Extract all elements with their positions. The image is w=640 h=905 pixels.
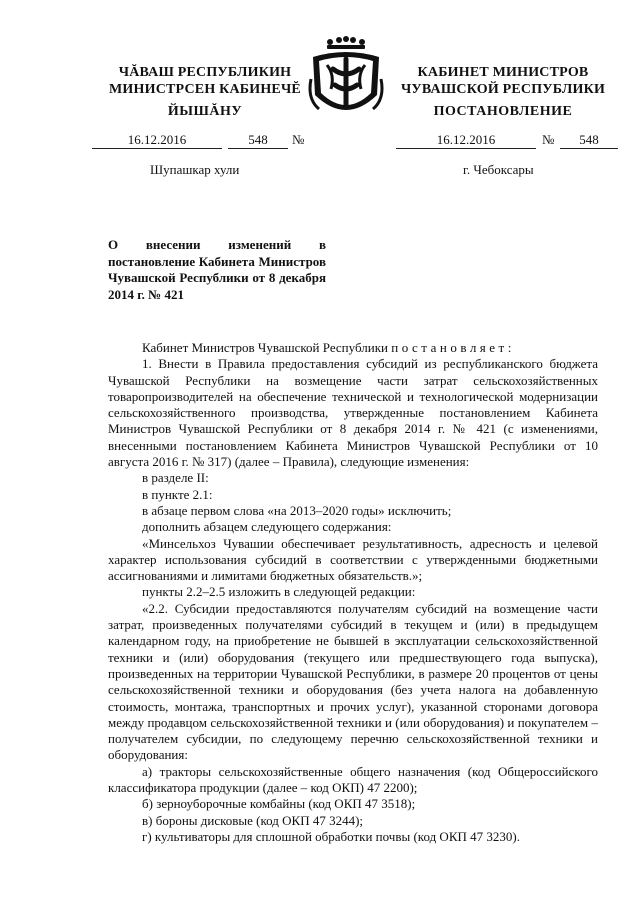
intro-prefix: Кабинет Министров Чувашской Республики (142, 340, 388, 355)
paragraph: «Минсельхоз Чувашии обеспечивает результативность, адресность и целевой характер использования субсидий в соответствии с утвержденными бюджетными ассигнованиями и лимитами бюджетных обязательств.»; (108, 535, 598, 584)
place-right: г. Чебоксары (463, 162, 534, 177)
place-left: Шупашкар хули (150, 162, 240, 177)
paragraph: в разделе II: (142, 470, 209, 486)
document-title: О внесении изменений в постановление Кабинета Министров Чувашской Республики от 8 декабря 2014 г. № 421 (108, 237, 326, 302)
paragraph: в) бороны дисковые (код ОКП 47 3244); (142, 812, 364, 828)
doc-type-left: ЙЫШĂНУ (167, 104, 243, 119)
paragraph: дополнить абзацем следующего содержания: (142, 519, 392, 535)
date-left: 16.12.2016 (92, 132, 222, 149)
paragraph: в абзаце первом слова «на 2013–2020 годы» исключить; (142, 502, 452, 518)
dateline-right (396, 132, 618, 150)
paragraph: в пункте 2.1: (142, 486, 213, 502)
header-left-line2: МИНИСТРСЕН КАБИНЕЧĔ (109, 82, 301, 97)
document-body (108, 340, 598, 845)
number-left: 548 (228, 132, 288, 149)
dateline-left (92, 132, 324, 150)
paragraph: «2.2. Субсидии предоставляются получателям субсидий на возмещение части затрат, произведенных получателями субсидий в текущем и (или) в предыдущем календарном году, на приобретение не бывшей в эксплуатации сельскохозяйственной техники и (или) оборудования (текущего или предшествующего года выпуска), произведенных на территории Чувашской Республики, в размере 20 процентов от цены сельскохозяйственной техники и оборудования (без учета налога на добавленную стоимость, монтажа, транспортных и прочих услуг), указанной сторонами договора между продавцом сельскохозяйственной техники и (или оборудования) и покупателем – получателем субсидии, по следующему перечню сельскохозяйственной техники и оборудования: (108, 600, 598, 763)
paragraph: 1. Внести в Правила предоставления субсидий из республиканского бюджета Чувашской Республики на возмещение части затрат сельскохозяйственных товаропроизводителей на обеспечение технической и технологической модернизации сельскохозяйственного производства, утвержденные постановлением Кабинета Министров Чувашской Республики от 8 декабря 2014 г. № 421 (с изменениями, внесенными постановлением Кабинета Министров Чувашской Республики от 10 августа 2016 г. № 317) (далее – Правила), следующие изменения: (108, 356, 598, 470)
number-sign-left: № (292, 132, 305, 147)
number-right: 548 (560, 132, 618, 149)
number-sign-right: № (542, 132, 555, 147)
header-right-line2: ЧУВАШСКОЙ РЕСПУБЛИКИ (400, 82, 606, 97)
doc-type-right: ПОСТАНОВЛЕНИЕ (433, 104, 573, 119)
intro-spaced: постановляет: (391, 340, 515, 355)
coat-of-arms-icon (305, 35, 387, 127)
header-right-line1: КАБИНЕТ МИНИСТРОВ (417, 65, 589, 80)
date-right: 16.12.2016 (396, 132, 536, 149)
paragraph: пункты 2.2–2.5 изложить в следующей редакции: (142, 584, 416, 600)
header-right (388, 64, 618, 98)
header-left (95, 64, 315, 98)
paragraph: г) культиваторы для сплошной обработки почвы (код ОКП 47 3230). (142, 828, 520, 844)
paragraph: б) зерноуборочные комбайны (код ОКП 47 3518); (142, 796, 416, 812)
header-left-line1: ЧĂВАШ РЕСПУБЛИКИН (118, 65, 292, 80)
paragraph: а) тракторы сельскохозяйственные общего назначения (код Общероссийского классификатора продукции (далее – код ОКП) 47 2200); (108, 763, 598, 796)
intro-paragraph (108, 340, 598, 356)
